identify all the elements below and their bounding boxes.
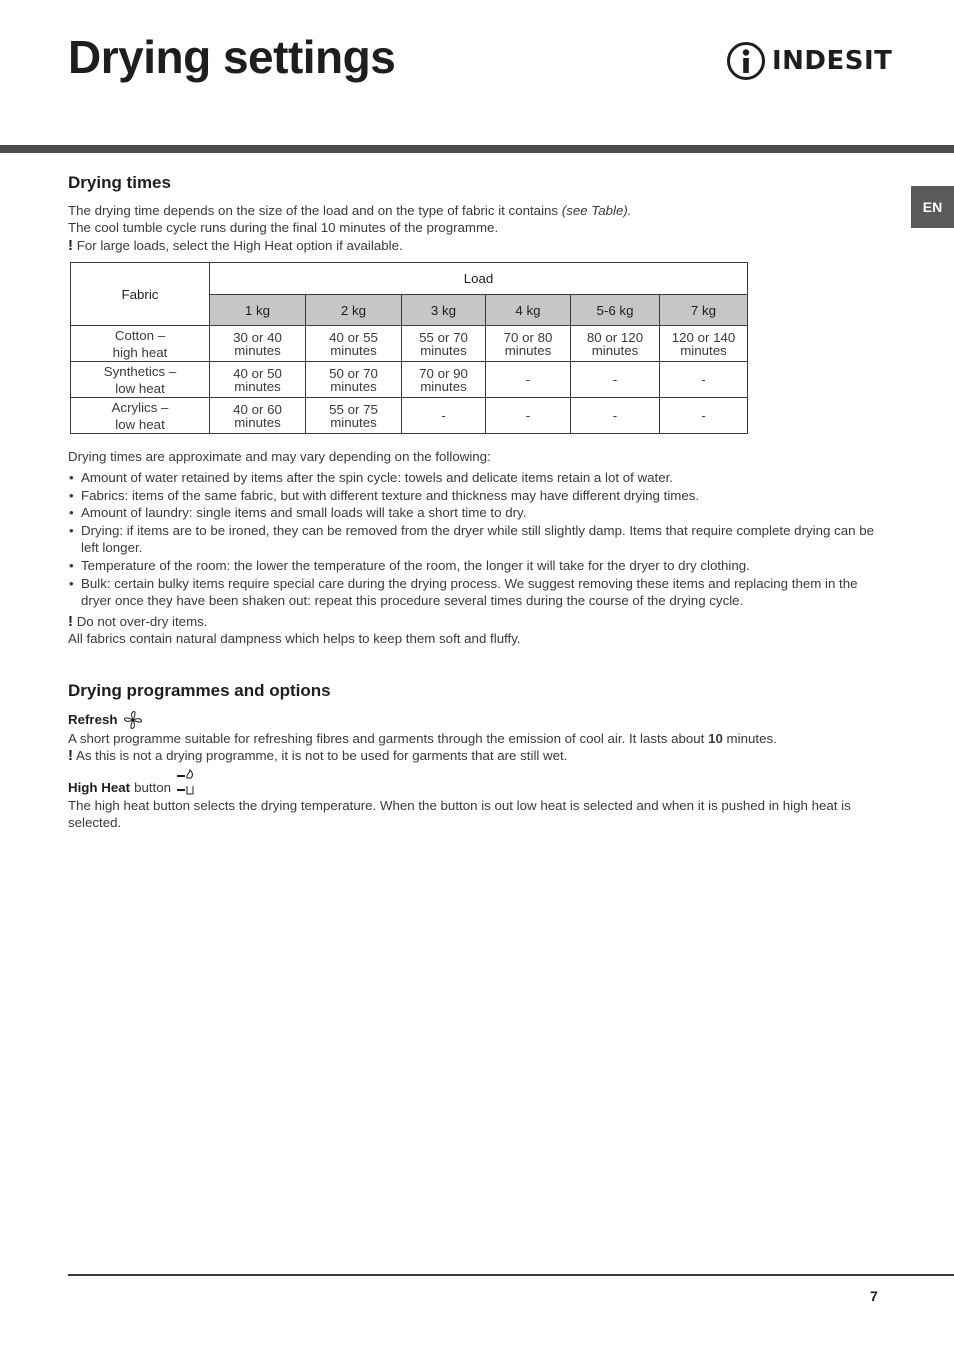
- fan-icon: [123, 710, 143, 730]
- load-size-cell: 2 kg: [306, 295, 402, 326]
- list-item: • Amount of laundry: single items and small loads will take a short time to dry.: [68, 504, 888, 522]
- refresh-minutes: 10: [708, 730, 723, 746]
- intro-block: [68, 202, 888, 255]
- time-cell: 40 or 60 minutes: [210, 398, 306, 434]
- time-cell: -: [660, 398, 748, 434]
- intro-line-3: ! For large loads, select the High Heat option if available.: [68, 236, 403, 254]
- time-cell: -: [486, 362, 571, 398]
- factors-list: [68, 469, 888, 610]
- refresh-description: A short programme suitable for refreshing fibres and garments through the emission of cool air. It lasts about 10 minutes.: [68, 730, 777, 746]
- footer-rule: [68, 1274, 954, 1276]
- brand-logo: [726, 40, 892, 82]
- time-cell: 70 or 80 minutes: [486, 326, 571, 362]
- indesit-logo-icon: [726, 41, 766, 81]
- high-heat-heading: High Heat button: [68, 769, 888, 797]
- list-item: • Fabrics: items of the same fabric, but with different texture and thickness may have different drying times.: [68, 487, 888, 505]
- time-cell: 70 or 90 minutes: [402, 362, 486, 398]
- table-row-acrylics: [71, 398, 748, 434]
- time-cell: 30 or 40 minutes: [210, 326, 306, 362]
- time-cell: -: [486, 398, 571, 434]
- table-header-row: [71, 263, 748, 295]
- approx-note: Drying times are approximate and may vary depending on the following:: [68, 449, 491, 465]
- time-cell: 55 or 70 minutes: [402, 326, 486, 362]
- page-number: 7: [870, 1288, 878, 1304]
- time-cell: -: [571, 362, 660, 398]
- table-reference: (see Table).: [561, 202, 632, 218]
- time-cell: 120 or 140 minutes: [660, 326, 748, 362]
- section-heading-drying-times: Drying times: [68, 173, 171, 192]
- page-title: Drying settings: [68, 31, 396, 83]
- time-cell: 55 or 75 minutes: [306, 398, 402, 434]
- fabric-header: Fabric: [71, 263, 210, 326]
- list-item: • Bulk: certain bulky items require special care during the drying process. We suggest removing these items and replacing them in the dryer once they have been shaken out: repeat this procedure several times during the course of the drying cycle.: [68, 575, 888, 610]
- dampness-note: All fabrics contain natural dampness which helps to keep them soft and fluffy.: [68, 631, 521, 647]
- time-cell: 50 or 70 minutes: [306, 362, 402, 398]
- list-item: • Temperature of the room: the lower the temperature of the room, the longer it will take for the dryer to dry clothing.: [68, 557, 888, 575]
- list-item: • Drying: if items are to be ironed, they can be removed from the dryer while still slightly damp. Items that require complete drying can be left longer.: [68, 522, 888, 557]
- section-heading-programmes: Drying programmes and options: [68, 680, 331, 700]
- time-cell: -: [660, 362, 748, 398]
- time-cell: -: [402, 398, 486, 434]
- main-content: [68, 174, 888, 832]
- table-row-cotton: [71, 326, 748, 362]
- warning-mark: !: [68, 747, 73, 765]
- list-item: • Amount of water retained by items after the spin cycle: towels and delicate items retain a lot of water.: [68, 469, 888, 487]
- refresh-heading: Refresh: [68, 710, 888, 730]
- warning-mark: !: [68, 612, 73, 630]
- load-header: Load: [210, 263, 748, 295]
- load-size-cell: 1 kg: [210, 295, 306, 326]
- fabric-cell: Synthetics – low heat: [71, 362, 210, 398]
- time-cell: 40 or 50 minutes: [210, 362, 306, 398]
- table-row-synthetics: [71, 362, 748, 398]
- refresh-warning: ! As this is not a drying programme, it is not to be used for garments that are still wet.: [68, 747, 568, 765]
- high-heat-description: The high heat button selects the drying temperature. When the button is out low heat is selected and when it is pushed in high heat is selected.: [68, 797, 851, 831]
- time-cell: 80 or 120 minutes: [571, 326, 660, 362]
- warning-mark: !: [68, 236, 73, 254]
- header-rule: [0, 145, 954, 153]
- fabric-cell: Acrylics – low heat: [71, 398, 210, 434]
- high-heat-button-icon: [175, 769, 199, 797]
- load-size-cell: 7 kg: [660, 295, 748, 326]
- load-size-cell: 3 kg: [402, 295, 486, 326]
- time-cell: -: [571, 398, 660, 434]
- load-size-cell: 5-6 kg: [571, 295, 660, 326]
- brand-name: INDESIT: [772, 46, 893, 76]
- language-tab: EN: [911, 186, 954, 228]
- drying-times-table: [70, 262, 748, 434]
- time-cell: 40 or 55 minutes: [306, 326, 402, 362]
- intro-line-1: The drying time depends on the size of the load and on the type of fabric it contains (see Table).: [68, 202, 632, 218]
- load-size-cell: 4 kg: [486, 295, 571, 326]
- fabric-cell: Cotton – high heat: [71, 326, 210, 362]
- intro-line-2: The cool tumble cycle runs during the final 10 minutes of the programme.: [68, 220, 499, 236]
- overdry-note: ! Do not over-dry items.: [68, 612, 208, 630]
